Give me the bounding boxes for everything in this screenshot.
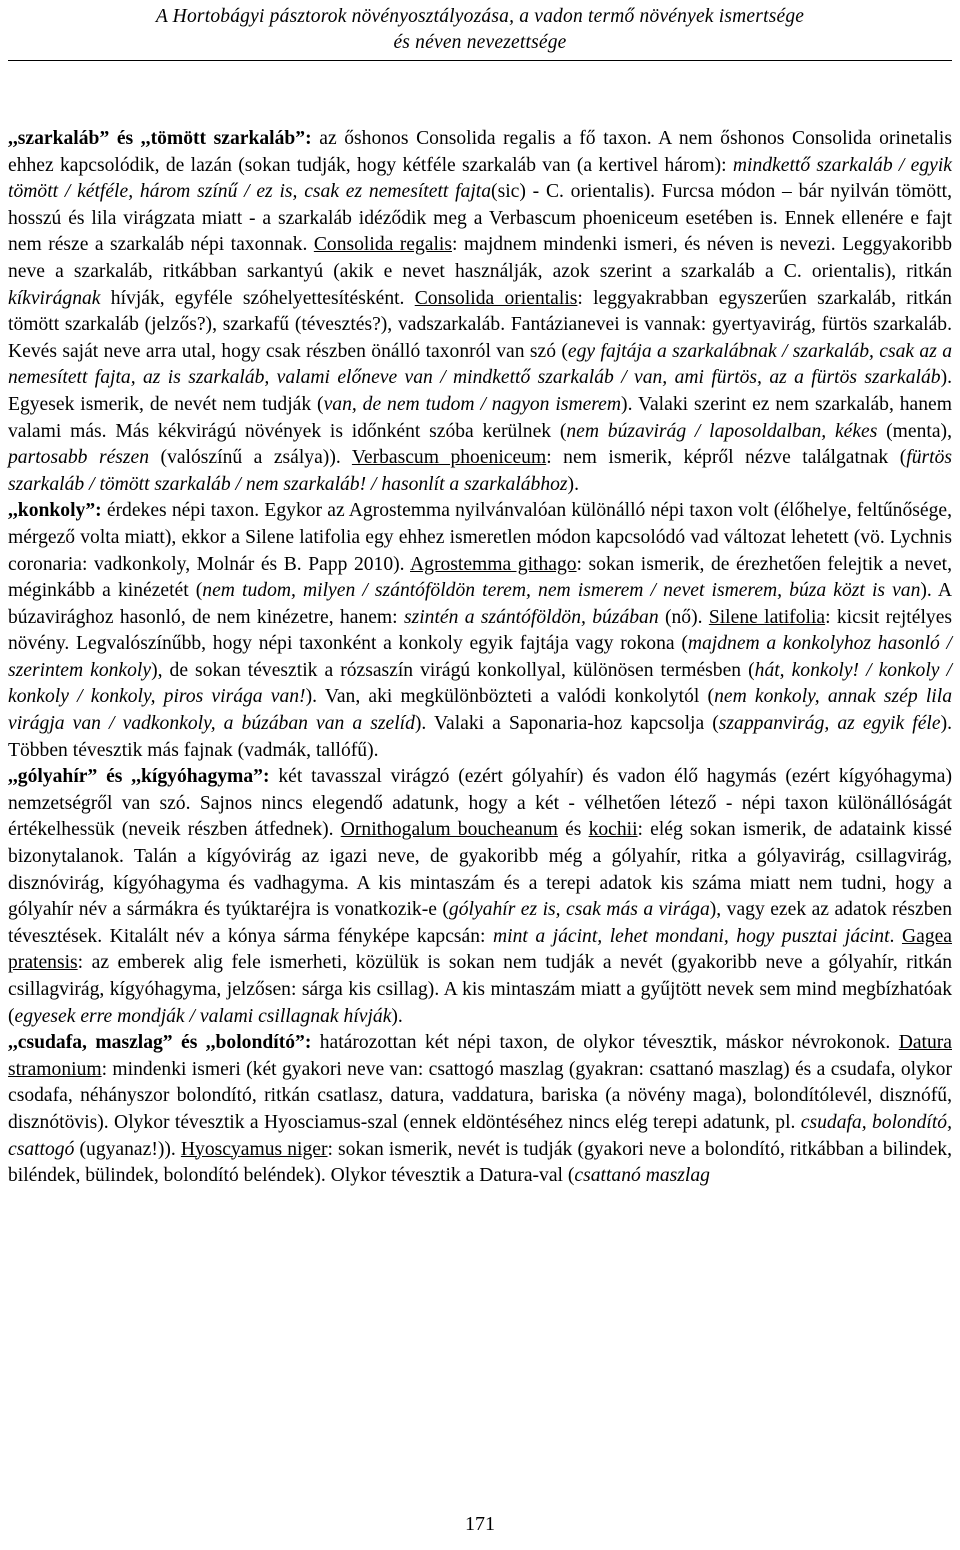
quoted-informant-text: egyesek erre mondják / valami csillagnak hívják	[14, 1005, 392, 1027]
quoted-informant-text: szintén a szántóföldön, búzában	[403, 606, 659, 628]
text-run: (menta),	[877, 420, 952, 442]
scientific-name: kochii	[588, 819, 638, 841]
quoted-informant-text: nem búzavirág / laposoldalban, kékes	[566, 420, 878, 442]
quoted-informant-text: egy fajtája a szarkalábnak / szarkaláb, csak az a nemesített fajta, az is szarkaláb, valami előneve van / mindkettő szarkaláb / van, ami fürtös, az a fürtös szarkaláb	[8, 340, 953, 389]
running-header-line-1: A Hortobágyi pásztorok növényosztályozása, a vadon termő növények ismertsége	[155, 6, 805, 27]
scientific-name: Consolida orientalis	[414, 287, 578, 309]
text-run: ).	[567, 473, 579, 495]
text-run: ).	[391, 1005, 403, 1027]
paragraph	[8, 498, 952, 764]
scientific-name: Hyoscyamus niger	[180, 1138, 328, 1160]
text-run: (sic) - C. orientalis). Furcsa módon – bár nyilván tömött, hosszú és lila virágzata miatt - a szarkaláb idéződik meg a Verbascum phoeniceum esetében is. Ennek ellenére e fajt nem része a szarkaláb népi taxonnak.	[8, 181, 952, 256]
text-run: ). Valaki a Saponaria-hoz kapcsolja (	[414, 713, 719, 735]
quoted-informant-text: csattanó maszlag	[574, 1165, 710, 1187]
text-run: ). Egyesek ismerik, de nevét nem tudják (	[8, 367, 952, 415]
scientific-name: Ornithogalum boucheanum	[340, 819, 558, 841]
text-run: : sokan ismerik, de érezhetően felejtik a nevet, méginkább a kinézetét (	[8, 553, 952, 602]
paragraph	[8, 764, 952, 1030]
header-divider	[8, 60, 952, 61]
quoted-informant-text: mint a jácint, lehet mondani, hogy pusztai jácint	[493, 925, 890, 947]
text-run: : kicsit rejtélyes növény. Legvalószínűbb, hogy népi taxonként a konkoly egyik fajtája vagy rokona (	[8, 606, 953, 655]
text-run: (valószínű a zsálya)).	[149, 447, 352, 469]
text-run: .	[889, 925, 902, 947]
text-run: határozottan két népi taxon, de olykor tévesztik, máskor névrokonok.	[311, 1032, 899, 1054]
taxon-heading: ,,konkoly”:	[8, 500, 102, 522]
text-run: : sokan ismerik, nevét is tudják (gyakori neve a bolondító, ritkábban a bilindek, biléndek, bülindek, bolondító beléndek). Olykor tévesztik a Datura-val (	[8, 1138, 952, 1187]
quoted-informant-text: majdnem a konkolyhoz hasonló / szerintem konkoly	[8, 633, 952, 681]
text-run: ). A búzavirághoz hasonló, de nem kinézetre, hanem:	[8, 580, 952, 628]
text-run: ). Van, aki megkülönbözteti a valódi konkolytól (	[305, 686, 715, 708]
paragraph	[8, 126, 952, 498]
text-run: ), vagy ezek az adatok részben tévesztések. Kitalált név a kónya sárma fényképe kapcsán:	[8, 899, 952, 947]
quoted-informant-text: partosabb részen	[8, 447, 150, 469]
scientific-name: Datura stramonium	[8, 1032, 952, 1080]
taxon-heading: ,,csudafa, maszlag” és ,,bolondító”:	[8, 1032, 312, 1054]
text-run: érdekes népi taxon. Egykor az Agrostemma nyilvánvalóan különálló népi taxon volt (élőhelye, feltűnősége, mérgező volta miatt), ekkor a Silene latifolia egy ehhez ismeretlen módon kapcsolódó vad változat lehetett (vö. Lychnis coronaria: vadkonkoly, Molnár és B. Papp 2010).	[8, 500, 952, 575]
quoted-informant-text: fürtös szarkaláb / tömött szarkaláb / nem szarkaláb! / hasonlít a szarkalábhoz	[8, 447, 952, 495]
scientific-name: Silene latifolia	[708, 606, 826, 628]
text-run: ). Többen tévesztik más fajnak (vadmák, tallófű).	[8, 713, 952, 761]
quoted-informant-text: csudafa, bolondító, csattogó	[8, 1111, 952, 1160]
text-run: (ugyanaz!)).	[74, 1138, 181, 1160]
text-run: : nem ismerik, képről nézve találgatnak (	[546, 447, 907, 469]
taxon-heading: ,,szarkaláb” és ,,tömött szarkaláb”:	[8, 128, 312, 149]
text-run: az őshonos Consolida regalis a fő taxon. A nem őshonos Consolida orinetalis ehhez kapcsolódik, de lazán (sokan tudják, hogy kétféle szarkaláb van (a kertivel három):	[8, 128, 952, 176]
text-run: hívják, egyféle szóhelyettesítésként.	[100, 287, 415, 309]
text-run: : elég sokan ismerik, de adataink kissé bizonytalanok. Talán a kígyóvirág az igazi neve, de gyakoribb még a gólyahír, ritka a gólyavirág, csillagvirág, disznóvirág, kígyóhagyma és vadhagyma. A kis mintaszám és a terepi adatok kis száma miatt nem tudni, hogy a gólyahír név a sármákra és tyúktaréjra is vonatkozik-e (	[8, 819, 952, 921]
quoted-informant-text: szappanvirág, az egyik féle	[718, 713, 941, 735]
paragraph	[8, 1030, 952, 1190]
quoted-informant-text: gólyahír ez is, csak más a virága	[448, 899, 710, 921]
text-run: két tavasszal virágzó (ezért gólyahír) és vadon élő hagymás (ezért kígyóhagyma) nemzetségről van szó. Sajnos nincs elegendő adatunk, hogy a két - vélhetően létező - népi taxon különállóságát értékelhessük (neveik részben átfednek).	[8, 766, 952, 841]
document-body	[8, 126, 952, 1190]
quoted-informant-text: hát, konkoly! / konkoly / konkoly / konkoly, piros virága van!	[8, 659, 952, 708]
quoted-informant-text: nem tudom, milyen / szántóföldön terem, nem ismerem / nevet ismerem, búza közt is van	[202, 580, 921, 602]
text-run: és	[557, 819, 589, 841]
scientific-name: Gagea pratensis	[8, 925, 953, 974]
page-number: 171	[465, 1513, 495, 1535]
running-header	[0, 4, 960, 56]
text-run: (nő).	[658, 606, 709, 628]
text-run: : mindenki ismeri (két gyakori neve van: csattogó maszlag (gyakran: csattanó maszlag) és a csudafa, olykor csodafa, néhányszor bolondító, ritkán csatlasz, datura, vaddatura, bariska (a növény maga), bolondítólevél, disznófű, disznótövis). Olykor tévesztik a Hyosciamus-szal (ennek eldöntéséhez nincs elég terepi adatunk, pl.	[8, 1058, 952, 1133]
running-header-line-2: és néven nevezettsége	[393, 32, 567, 53]
quoted-informant-text: van, de nem tudom / nagyon ismerem	[323, 393, 622, 415]
scientific-name: Verbascum phoeniceum	[351, 447, 547, 469]
text-run: ), de sokan tévesztik a rózsaszín virágú konkollyal, különösen termésben (	[151, 659, 755, 681]
quoted-informant-text: nem konkoly, annak szép lila virágja van / vadkonkoly, a búzában van a szelíd	[8, 686, 952, 735]
text-run: ). Valaki szerint ez nem szarkaláb, hanem valami más. Más kékvirágú növények is időnként szóba kerülnek (	[8, 393, 952, 442]
text-run: : majdnem mindenki ismeri, és néven is nevezi. Leggyakoribb neve a szarkaláb, ritkábban sarkantyú (akik e nevet használják, azok szerint a szarkaláb a C. orientalis), ritkán	[8, 234, 952, 282]
scientific-name: Consolida regalis	[313, 234, 452, 256]
quoted-informant-text: kíkvirágnak	[8, 287, 101, 309]
scientific-name: Agrostemma githago	[410, 553, 577, 575]
quoted-informant-text: mindkettő szarkaláb / egyik tömött / kétféle, három színű / ez is, csak ez nemesített fajta	[8, 154, 952, 203]
text-run: : leggyakrabban egyszerűen szarkaláb, ritkán tömött szarkaláb (jelzős?), szarkafű (tévesztés?), vadszarkaláb. Fantázianevei is vannak: gyertyavirág, fürtös szarkaláb. Kevés saját neve arra utal, hogy csak részben önálló taxonról van szó (	[8, 287, 952, 362]
taxon-heading: ,,gólyahír” és ,,kígyóhagyma”:	[8, 766, 270, 788]
text-run: : az emberek alig fele ismerheti, közülük is sokan nem tudják a nevét (gyakoribb neve a gólyahír, ritkán csillagvirág, kígyóhagyma, jelzősen: sárga kis csillag). A kis mintaszám miatt a gyűjtött nevek sem mind megbízhatóak (	[8, 952, 952, 1027]
